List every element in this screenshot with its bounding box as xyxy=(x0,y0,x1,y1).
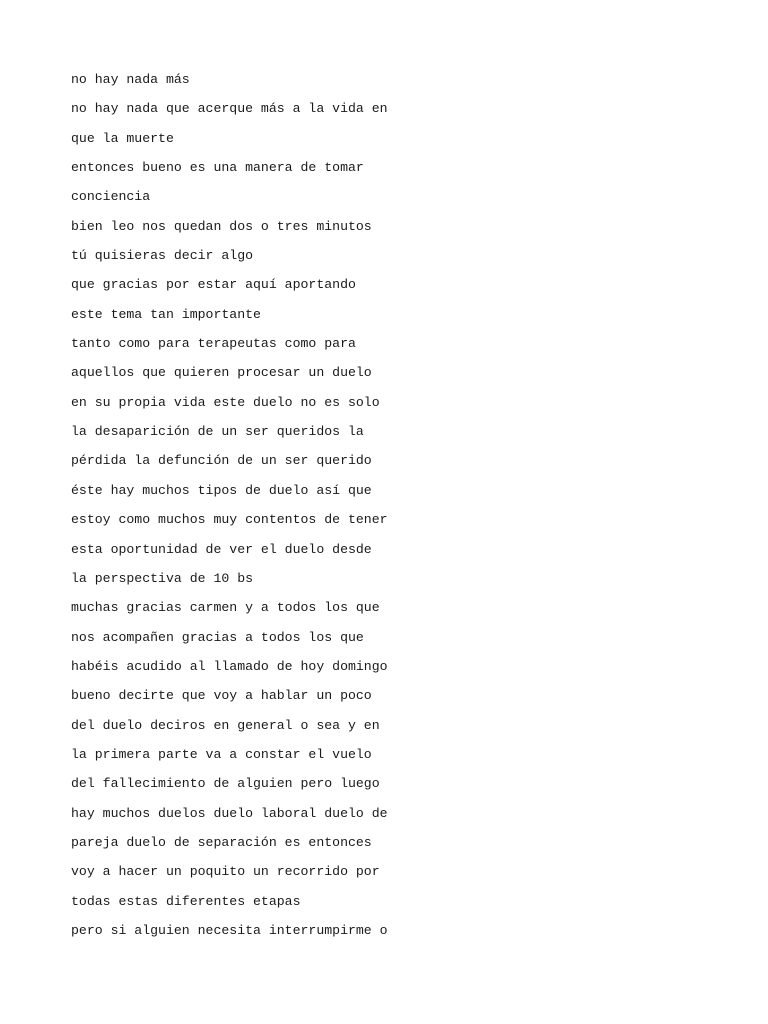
text-line: que gracias por estar aquí aportando xyxy=(71,277,356,293)
text-line: todas estas diferentes etapas xyxy=(71,893,301,909)
text-line: no hay nada que acerque más a la vida en xyxy=(71,101,388,117)
text-line: en su propia vida este duelo no es solo xyxy=(71,394,380,410)
text-line: la primera parte va a constar el vuelo xyxy=(71,746,372,762)
text-line: estoy como muchos muy contentos de tener xyxy=(71,512,388,528)
text-line: bueno decirte que voy a hablar un poco xyxy=(71,688,372,704)
text-line: pérdida la defunción de un ser querido xyxy=(71,453,372,469)
text-line: aquellos que quieren procesar un duelo xyxy=(71,365,372,381)
text-line: entonces bueno es una manera de tomar xyxy=(71,160,364,176)
text-line: voy a hacer un poquito un recorrido por xyxy=(71,864,380,880)
text-line: tanto como para terapeutas como para xyxy=(71,336,356,352)
text-line: del fallecimiento de alguien pero luego xyxy=(71,776,380,792)
text-line: no hay nada más xyxy=(71,72,190,87)
text-line: nos acompañen gracias a todos los que xyxy=(71,629,364,645)
text-line: que la muerte xyxy=(71,130,174,146)
text-line: éste hay muchos tipos de duelo así que xyxy=(71,482,372,498)
text-line: la desaparición de un ser queridos la xyxy=(71,424,364,440)
text-line: esta oportunidad de ver el duelo desde xyxy=(71,541,372,557)
text-line: habéis acudido al llamado de hoy domingo xyxy=(71,658,388,674)
text-line: bien leo nos quedan dos o tres minutos xyxy=(71,218,372,234)
text-line: del duelo deciros en general o sea y en xyxy=(71,717,380,733)
text-line: muchas gracias carmen y a todos los que xyxy=(71,600,380,616)
text-line: hay muchos duelos duelo laboral duelo de xyxy=(71,805,388,821)
text-line: conciencia xyxy=(71,189,151,205)
text-line: pero si alguien necesita interrumpirme o xyxy=(71,922,388,938)
text-line: la perspectiva de 10 bs xyxy=(71,570,254,586)
text-line: este tema tan importante xyxy=(71,306,261,322)
text-line: tú quisieras decir algo xyxy=(71,248,254,264)
text-line: pareja duelo de separación es entonces xyxy=(71,834,372,850)
transcript-text xyxy=(71,69,691,949)
